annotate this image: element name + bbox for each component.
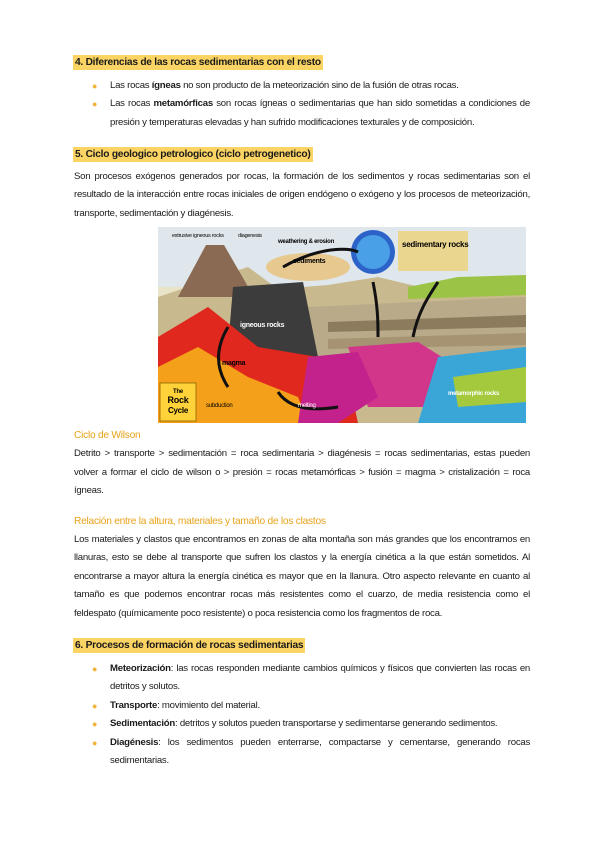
section-relacion: [74, 513, 530, 624]
bullet-icon: ●: [92, 663, 98, 674]
section-5-heading: 5. Ciclo geologico petrologico (ciclo petrogenetico): [75, 149, 311, 160]
rock-cycle-diagram: [158, 227, 526, 423]
rock-cycle-title-line-3: Cycle: [167, 406, 189, 415]
rock-cycle-figure: [158, 227, 526, 423]
rock-cycle-title-line-2: Rock: [167, 395, 189, 405]
section-4: [74, 54, 530, 132]
label-diagenesis: diagenesis: [238, 233, 262, 239]
label-extrusive: extrusive igneous rocks: [172, 233, 224, 239]
section-6: [74, 637, 530, 771]
label-melting: melting: [298, 403, 316, 409]
section-wilson: [74, 427, 530, 501]
rock-cycle-title-line-1: The: [173, 389, 183, 395]
bullet-icon: ●: [92, 80, 98, 91]
label-magma: magma: [222, 360, 246, 367]
bullet-icon: ●: [92, 737, 98, 748]
relacion-heading: Relación entre la altura, materiales y tamaño de los clastos: [74, 515, 326, 527]
list-item: ● Sedimentación: detritos y solutos pueden transportarse y sedimentarse generando sedimentos.: [74, 715, 530, 734]
list-item: ● Transporte: movimiento del material.: [74, 697, 530, 716]
document-page: [74, 54, 530, 771]
label-metamorphic: metamorphic rocks: [448, 391, 500, 397]
section-4-list: [74, 77, 530, 133]
label-sediments: sediments: [293, 258, 326, 265]
wilson-paragraph: Detrito > transporte > sedimentación = roca sedimentaria > diagénesis = rocas sedimentarias, estas pueden volver a formar el ciclo de wilson o > presión = rocas metamórficas > fusión = magma > cristalización = roca ígneas.: [74, 448, 530, 496]
relacion-paragraph: Los materiales y clastos que encontramos en zonas de alta montaña son más grandes que los encontramos en llanuras, esto se debe al transporte que sufren los clastos y la energía cinética a la que están sometidos. Al encontrarse a mayor altura la energía cinética es mayor que en la llanura. Otro aspecto relevante en cuanto al tamaño es que podemos encontrar rocas más resistentes como el cuarzo, de media resistencia como el feldespato (químicamente poco resistente) o poca resistencia como los fragmentos de roca.: [74, 533, 530, 619]
section-5-paragraph: Son procesos exógenos generados por rocas, la formación de los sedimentos y rocas sedimentarias son el resultado de la interacción entre rocas iniciales de origen endógeno o exógeno y los procesos de meteorización, transporte, sedimentación y diagénesis.: [74, 170, 530, 219]
label-subduction: subduction: [206, 403, 233, 409]
section-6-list: [74, 660, 530, 771]
list-item: ● Las rocas metamórficas son rocas ígneas o sedimentarias que han sido sometidas a condiciones de presión y temperaturas elevadas y han sufrido modificaciones texturales y de composición.: [74, 95, 530, 132]
section-4-heading: 4. Diferencias de las rocas sedimentarias con el resto: [75, 57, 321, 68]
list-item: ● Diagénesis: los sedimentos pueden enterrarse, compactarse y cementarse, generando rocas sedimentarias.: [74, 734, 530, 771]
label-sedimentary: sedimentary rocks: [402, 240, 469, 249]
bullet-icon: ●: [92, 700, 98, 711]
wilson-heading: Ciclo de Wilson: [74, 430, 141, 441]
list-item: ● Las rocas ígneas no son producto de la meteorización sino de la fusión de otras rocas.: [74, 77, 530, 96]
section-5: [74, 146, 530, 223]
bullet-icon: ●: [92, 719, 98, 729]
bullet-icon: ●: [92, 99, 98, 109]
label-igneous: igneous rocks: [240, 322, 285, 329]
section-6-heading: 6. Procesos de formación de rocas sedimentarias: [75, 640, 304, 651]
list-item: ● Meteorización: las rocas responden mediante cambios químicos y físicos que convierten las rocas en detritos y solutos.: [74, 660, 530, 697]
label-weathering: weathering & erosion: [278, 239, 335, 245]
